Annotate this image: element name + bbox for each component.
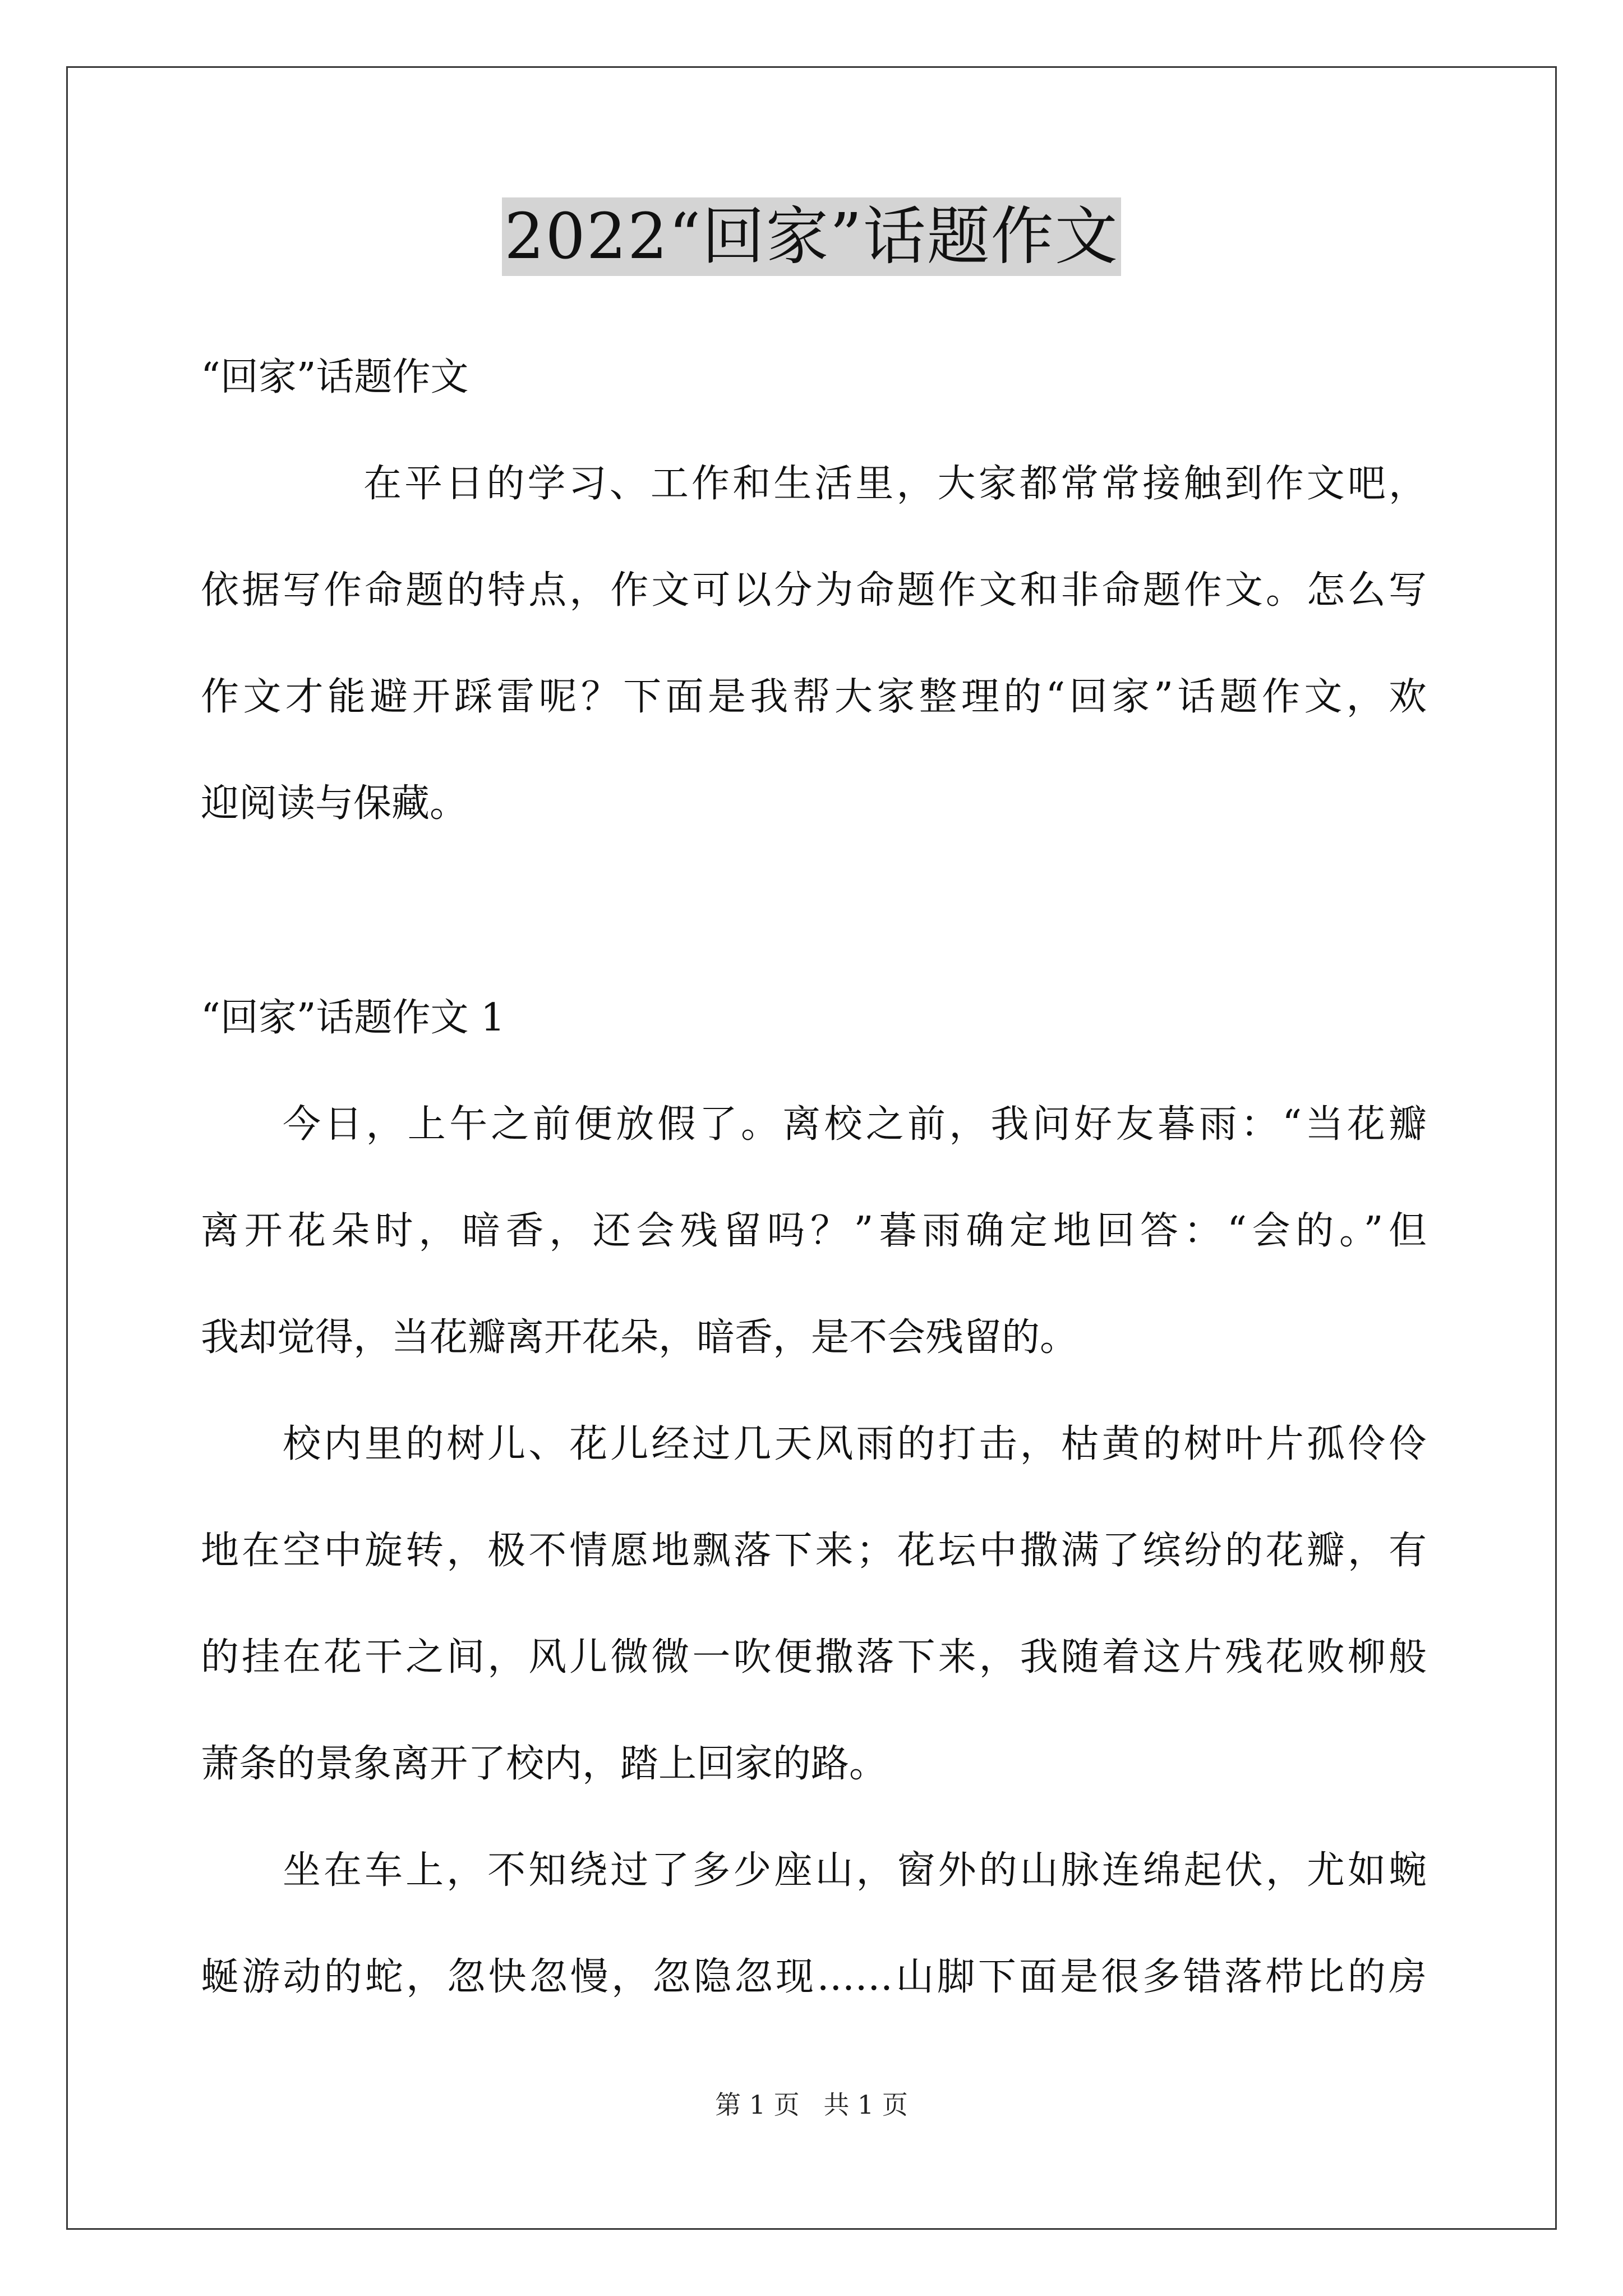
paragraph-2-line-3: 的挂在花干之间，风儿微微一吹便撒落下来，我随着这片残花败柳般 (201, 1635, 1427, 1680)
paragraph-2-line-1: 校内里的树儿、花儿经过几天风雨的打击，枯黄的树叶片孤伶伶 (283, 1422, 1427, 1466)
page-footer (0, 2088, 1623, 2122)
document-title: 2022“回家”话题作文 (502, 197, 1121, 276)
intro-line-3: 作文才能避开踩雷呢？下面是我帮大家整理的“回家”话题作文，欢 (201, 675, 1427, 719)
paragraph-1-line-2: 离开花朵时，暗香，还会残留吗？”暮雨确定地回答：“会的。”但 (201, 1209, 1427, 1253)
intro-line-2: 依据写作命题的特点，作文可以分为命题作文和非命题作文。怎么写 (201, 568, 1427, 613)
page-number: 第 1 页 (715, 2090, 800, 2120)
title-container (0, 197, 1623, 276)
essay-heading: “回家”话题作文 1 (201, 996, 505, 1040)
page-total: 共 1 页 (823, 2090, 908, 2120)
paragraph-3-line-2: 蜒游动的蛇，忽快忽慢，忽隐忽现……山脚下面是很多错落栉比的房 (201, 1955, 1427, 1999)
paragraph-3-line-1: 坐在车上，不知绕过了多少座山，窗外的山脉连绵起伏，尤如蜿 (283, 1848, 1427, 1893)
intro-line-1: 在平日的学习、工作和生活里，大家都常常接触到作文吧， (363, 462, 1427, 506)
paragraph-1-line-3: 我却觉得，当花瓣离开花朵，暗香，是不会残留的。 (201, 1315, 1078, 1360)
intro-line-4: 迎阅读与保藏。 (201, 781, 468, 826)
paragraph-2-line-4: 萧条的景象离开了校内，踏上回家的路。 (201, 1742, 888, 1786)
paragraph-1-line-1: 今日，上午之前便放假了。离校之前，我问好友暮雨：“当花瓣 (283, 1102, 1427, 1147)
paragraph-2-line-2: 地在空中旋转，极不情愿地飘落下来；花坛中撒满了缤纷的花瓣，有 (201, 1529, 1427, 1573)
subheading: “回家”话题作文 (201, 355, 469, 399)
